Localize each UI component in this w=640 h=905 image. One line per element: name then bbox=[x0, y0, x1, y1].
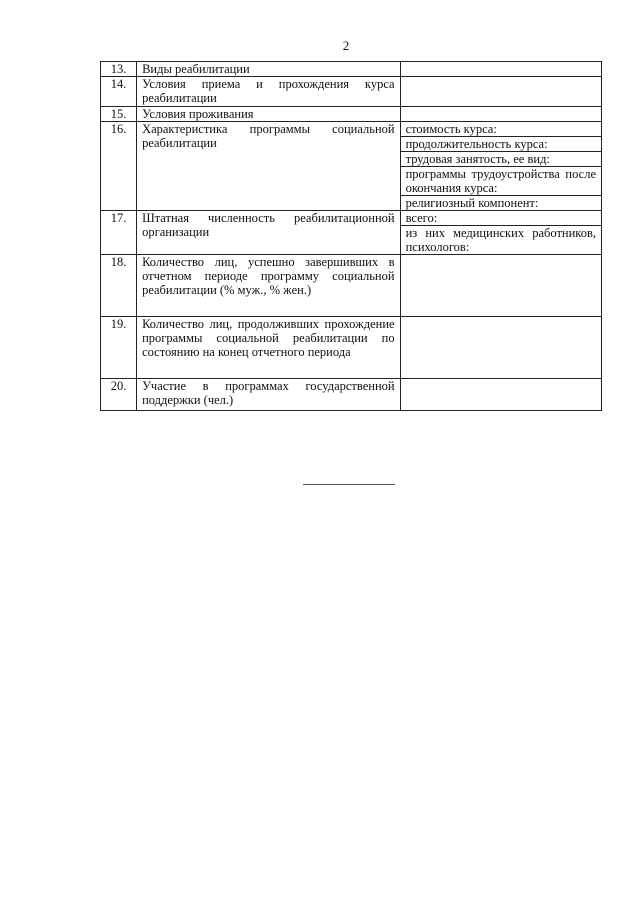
row-label: Количество лиц, продолживших прохождение программы социальной реабилитации по состоянию на конец отчетного периода bbox=[137, 317, 401, 379]
row-label: Штатная численность реабилитационной организации bbox=[137, 211, 401, 255]
row-label: Условия приема и прохождения курса реабилитации bbox=[137, 77, 401, 107]
report-form-table bbox=[100, 61, 602, 411]
row-value bbox=[400, 379, 601, 411]
medical-staff-field: из них медицинских работников, психологов: bbox=[405, 226, 596, 254]
table-row bbox=[101, 211, 602, 255]
row-value bbox=[400, 77, 601, 107]
end-separator-line bbox=[303, 484, 395, 485]
row-number: 19. bbox=[101, 317, 137, 379]
course-cost-field: стоимость курса: bbox=[401, 122, 601, 137]
course-duration-field: продолжительность курса: bbox=[401, 137, 601, 152]
table-row bbox=[101, 107, 602, 122]
table-row bbox=[101, 379, 602, 411]
employment-field: трудовая занятость, ее вид: bbox=[401, 152, 601, 167]
table-row bbox=[101, 62, 602, 77]
table-row bbox=[101, 317, 602, 379]
row-label: Условия проживания bbox=[137, 107, 401, 122]
page-number: 2 bbox=[342, 38, 350, 53]
row-number: 14. bbox=[101, 77, 137, 107]
row-value-group bbox=[400, 122, 601, 211]
row-value bbox=[400, 62, 601, 77]
religious-component-field: религиозный компонент: bbox=[405, 196, 539, 210]
row-value bbox=[400, 107, 601, 122]
row-value-group bbox=[400, 211, 601, 255]
row-number: 20. bbox=[101, 379, 137, 411]
row-number: 13. bbox=[101, 62, 137, 77]
row-label: Участие в программах государственной поддержки (чел.) bbox=[137, 379, 401, 411]
table-row bbox=[101, 77, 602, 107]
table-row bbox=[101, 122, 602, 211]
row-value bbox=[400, 317, 601, 379]
row-number: 16. bbox=[101, 122, 137, 211]
row-number: 18. bbox=[101, 255, 137, 317]
job-placement-field: программы трудоустройства после окончания курса: bbox=[401, 167, 601, 196]
row-label: Характеристика программы социальной реабилитации bbox=[137, 122, 401, 211]
table-row bbox=[101, 255, 602, 317]
row-label: Количество лиц, успешно завершивших в отчетном периоде программу социальной реабилитации (% муж., % жен.) bbox=[137, 255, 401, 317]
staff-total-field: всего: bbox=[401, 211, 601, 226]
row-number: 15. bbox=[101, 107, 137, 122]
row-value bbox=[400, 255, 601, 317]
row-label: Виды реабилитации bbox=[137, 62, 401, 77]
row-number: 17. bbox=[101, 211, 137, 255]
